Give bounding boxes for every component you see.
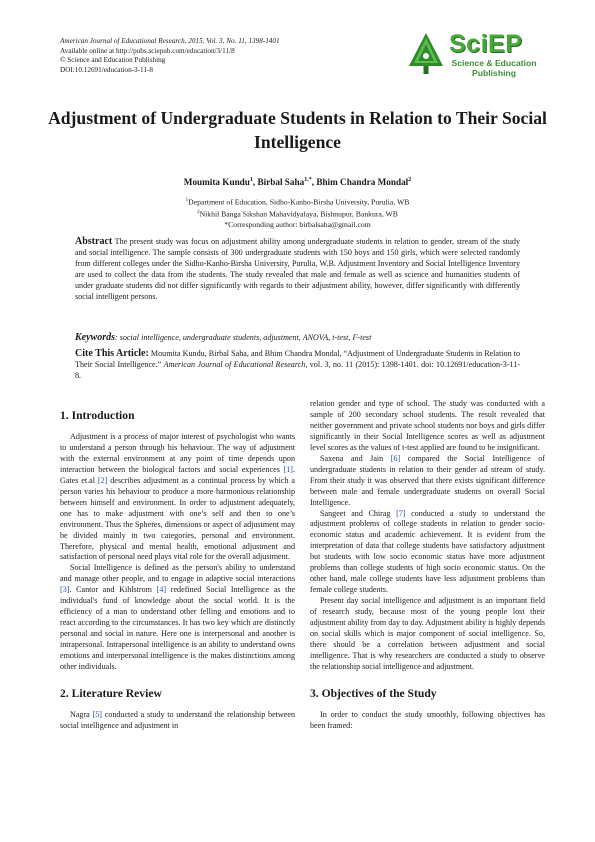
abstract-text: The present study was focus on adjustment ability among undergraduate students in relation to gender, stream of the study and social intelligence. The sample consists of 300 undergraduate students with 150 boys and 150 girls, which were selected randomly from different colleges under the Sidho-Kanho-Birsha University, Purulia, W.B. Adjustment Inventory and Social Intelligence Inventory are used to collect the data from the students. The study revealed that male and female as well as science and humanities students of under graduate students did not differ significantly with regards to their adjustment ability, however, differ significantly with differently social intelligent persons. [75, 237, 520, 301]
logo-wordmark: SciEP [449, 30, 523, 58]
cite-this-article [75, 349, 520, 382]
paragraph: Saxena and Jain [6] compared the Social Intelligence of undergraduate students in relation to their gender ad stream of study. From their study it was observed that there exists significant difference between male and female undergraduate students on overall Social Intelligence. [310, 453, 545, 507]
paragraph: Adjustment is a process of major interest of psychologist who wants to understand a person through his behaviour. The way of adjustment with the external environment at any point of time depends upon interaction between the biological factors and social experiences [1]. Gates et.al [2] describes adjustment as a continual process by which a person varies his behaviour to produce a more harmonious relationship between himself and environment. In order to adjustment adequately, one has to make adjustment with one’s self and then to one’s environment. Thus the Spheres, dimensions or aspect of adjustment may be divided mainly in two categories, personal and environment. Therefore, physical and mental health, emotional adjustment and satisfaction of personal need plays vital role for the overall adjustment. [60, 432, 295, 562]
logo-tagline-line-2: Publishing [472, 68, 516, 78]
section-heading-literature-review: 2. Literature Review [60, 686, 162, 700]
reference-link[interactable]: [3] [60, 585, 70, 595]
doi-line: DOI:10.12691/education-3-11-8 [60, 65, 153, 74]
cite-volume: vol. 3, no. 11 (2015): 1398-1401. doi: 10.12691/education-3-11-8. [75, 359, 521, 380]
paper-title: Adjustment of Undergraduate Students in Relation to Their Social Intelligence [48, 108, 547, 152]
left-column [60, 399, 295, 732]
author-affiliation-mark: 1 [249, 177, 253, 183]
corresponding-author: *Corresponding author: birbalsaha@gmail.com [224, 219, 371, 229]
section-heading-introduction: 1. Introduction [60, 409, 135, 422]
paragraph: relation gender and type of school. The study was conducted with a sample of 200 secondary school students. The result revealed that neither government and private school students nor boys and girls differ significantly in their Social Intelligence scores as well as adjustment level scores as the values of t-test applied are found to be insignificant. [310, 399, 545, 452]
paragraph: Sangeet and Chirag [7] conducted a study to understand the adjustment problems of college students in relation to gender socio-economic status and academic achievement. It is evident from the interpretation of data that college students have satisfactory adjustment but students with low socio economic status have more adjustment problems than college students of high socio economic status. On the other hand, male college students have less adjustment problems than female college students. [310, 508, 546, 595]
affiliations [60, 196, 535, 230]
author-name: Moumita Kundu [183, 177, 250, 188]
tree-emblem-icon [401, 30, 451, 80]
section-heading-objectives: 3. Objectives of the Study [310, 686, 437, 700]
affiliation-line: $^1$Department of Education, Sidho-Kanho-Birsha University, Purulia, WB [185, 197, 410, 207]
abstract [75, 237, 520, 302]
journal-citation: American Journal of Educational Research, 2015, Vol. 3, No. 11, 1398-1401 [60, 37, 280, 45]
author-affiliation-mark: 2 [408, 177, 412, 183]
author-name: Birbal Saha [257, 177, 305, 188]
author-affiliation-mark: 1,* [304, 177, 312, 183]
keywords-text: : social intelligence, undergraduate students, adjustment, ANOVA, t-test, F-test [115, 333, 372, 342]
paragraph: Social Intelligence is defined as the person's ability to understand and manage other people, and to engage in adaptive social interactions [3]. Cantor and Kihlstrom [4] redefined Social Intelligence as the individual's fund of knowledge about the social world. It is the efficiency of a man to understand other felling and emotions and to react according to the circumstances. It has two key which are distinctly personal and social in nature. Here one is interpersonal and another is intrapersonal. Intrapersonal intelligence is an ability to understand owns emotions and interpersonal intelligence is the makes distinctions among other individuals. [60, 563, 296, 672]
publisher-logo [401, 30, 541, 80]
cite-journal: American Journal of Educational Research, [163, 359, 308, 369]
logo-tagline [448, 58, 540, 78]
abstract-label: Abstract [75, 236, 113, 247]
logo-tagline-line-1: Science & Education [451, 58, 537, 68]
author-name: Bhim Chandra Mondal [316, 177, 409, 188]
paragraph: In order to conduct the study smoothly, following objectives has been framed: [310, 709, 545, 730]
keywords [75, 332, 520, 343]
reference-link[interactable]: [4] [156, 585, 167, 595]
available-online: Available online at http://pubs.sciepub.com/education/3/11/8 [60, 46, 235, 55]
reference-link[interactable]: [5] [92, 709, 102, 719]
copyright-line: © Science and Education Publishing [60, 56, 166, 65]
keywords-label: Keywords [75, 332, 115, 343]
reference-link[interactable]: [2] [97, 475, 108, 485]
paragraph: Present day social intelligence and adjustment is an important field of research study, because most of the young people lost their adjustment ability from day to day. Adjustment ability is highly depends on social skills which is major component of social intelligence. So, there should be a correlation between adjustment and social intelligence. That is why researchers are conducted a study to observe the relationship social intelligence and adjustment. [310, 596, 545, 671]
reference-link[interactable]: [1] [283, 464, 293, 474]
affiliation-line: $^2$Nikhil Banga Sikshan Mahavidyalaya, Bishnupur, Bankura, WB [197, 209, 398, 219]
paragraph: Nagra [5] conducted a study to understand the relationship between social intelligence and adjustment in [60, 709, 296, 730]
author-list: Moumita Kundu$^1$, Birbal Saha$^{1,*}$, Bhim Chandra Mondal$^2$ [183, 177, 412, 188]
cite-label: Cite This Article: [75, 348, 149, 359]
reference-link[interactable]: [6] [390, 453, 401, 463]
journal-header [60, 37, 390, 75]
right-column [310, 399, 545, 732]
reference-link[interactable]: [7] [396, 508, 406, 518]
cite-text: Moumita Kundu, Birbal Saha, and Bhim Chandra Mondal, “Adjustment of Undergraduate Students in Relation to Their Social Intelligence.” [75, 349, 520, 369]
